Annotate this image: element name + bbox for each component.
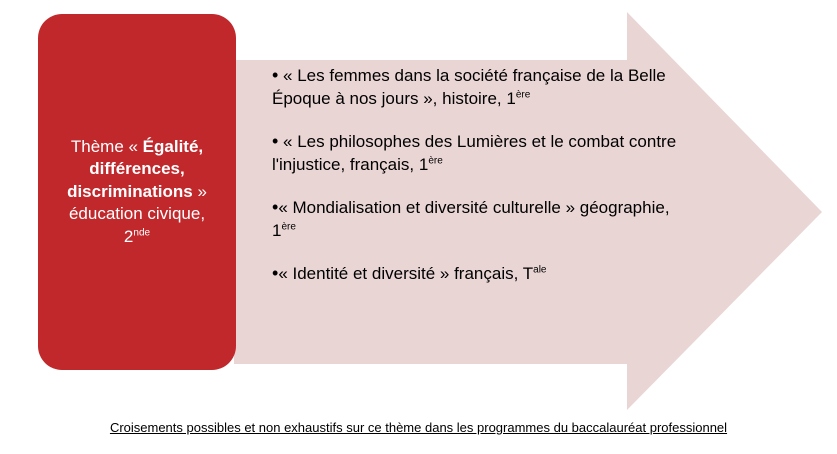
item-sup: ère: [515, 89, 531, 101]
theme-level-sup: nde: [133, 227, 151, 238]
item-text: « Identité et diversité » français, T: [278, 264, 534, 283]
item-text: « Les femmes dans la société française de la Belle Époque à nos jours », histoire, 1: [272, 66, 666, 108]
item-sup: ère: [428, 155, 443, 167]
theme-box: [38, 14, 236, 370]
theme-prefix: Thème «: [70, 136, 143, 156]
crossing-list: [272, 64, 692, 285]
list-item: [272, 130, 692, 176]
bullet-icon: •: [272, 197, 279, 217]
item-sup: ère: [281, 221, 296, 233]
item-text: « Mondialisation et diversité culturelle » géographie, 1: [272, 198, 670, 240]
footer-caption: Croisements possibles et non exhaustifs sur ce thème dans les programmes du baccalauréat professionnel: [109, 420, 728, 435]
theme-level: 2: [123, 226, 134, 246]
bullet-icon: •: [272, 131, 279, 151]
list-item: [272, 196, 692, 242]
item-text: « Les philosophes des Lumières et le combat contre l'injustice, français, 1: [272, 132, 677, 174]
theme-text: [44, 136, 230, 248]
theme-suffix: »: [192, 181, 207, 201]
list-item: [272, 262, 692, 285]
list-item: [272, 64, 692, 110]
item-sup: ale: [533, 264, 547, 276]
theme-title: Égalité, différences, discriminations: [67, 136, 204, 201]
bullet-icon: •: [272, 263, 279, 283]
theme-subject: éducation civique,: [68, 204, 206, 224]
bullet-icon: •: [272, 65, 279, 85]
